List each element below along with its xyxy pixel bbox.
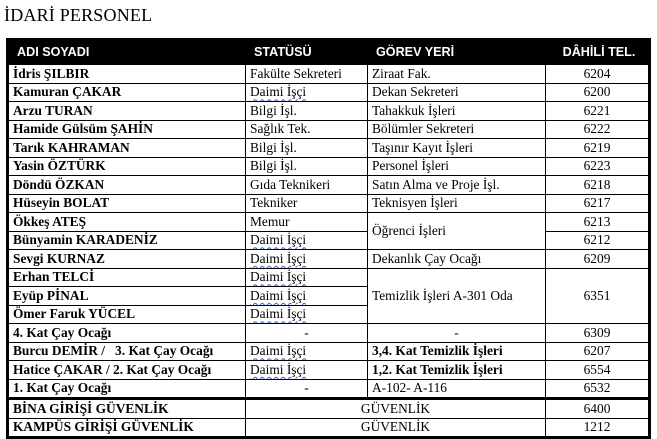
table-row xyxy=(8,250,650,269)
table-row xyxy=(8,65,650,84)
cell-extension: 6218 xyxy=(546,176,650,195)
cell-status xyxy=(246,268,368,287)
cell-name: Tarık KAHRAMAN xyxy=(8,139,246,158)
cell-role: Personel İşleri xyxy=(368,157,546,176)
header-status: STATÜSÜ xyxy=(246,39,368,65)
cell-status: Bilgi İşl. xyxy=(246,102,368,121)
status-text: Daimi İşçi xyxy=(250,343,307,359)
cell-role: Temizlik İşleri A-301 Oda xyxy=(368,268,546,324)
cell-extension: 1212 xyxy=(546,418,650,438)
cell-status: Memur xyxy=(246,213,368,232)
table-row xyxy=(8,418,650,438)
cell-extension: 6554 xyxy=(546,361,650,380)
cell-name: Arzu TURAN xyxy=(8,102,246,121)
table-row xyxy=(8,379,650,399)
status-text: Daimi İşçi xyxy=(250,84,307,100)
table-row xyxy=(8,399,650,419)
staff-directory-table xyxy=(6,38,651,439)
cell-status: Sağlık Tek. xyxy=(246,120,368,139)
cell-name: İdris ŞILBIR xyxy=(8,65,246,84)
cell-name: Bünyamin KARADENİZ xyxy=(8,231,246,250)
cell-extension: 6207 xyxy=(546,342,650,361)
cell-extension: 6212 xyxy=(546,231,650,250)
status-text: Daimi İşçi xyxy=(250,306,307,322)
table-row xyxy=(8,361,650,380)
cell-extension: 6400 xyxy=(546,399,650,419)
table-row xyxy=(8,342,650,361)
cell-role: 3,4. Kat Temizlik İşleri xyxy=(368,342,546,361)
cell-status xyxy=(246,83,368,102)
status-text: Daimi İşçi xyxy=(250,232,307,248)
cell-unit: GÜVENLİK xyxy=(246,418,546,438)
cell-role: 1,2. Kat Temizlik İşleri xyxy=(368,361,546,380)
cell-name: Sevgi KURNAZ xyxy=(8,250,246,269)
cell-role: Tahakkuk İşleri xyxy=(368,102,546,121)
table-row xyxy=(8,102,650,121)
table-row xyxy=(8,83,650,102)
cell-extension: 6351 xyxy=(546,268,650,324)
cell-extension: 6532 xyxy=(546,379,650,399)
cell-role: Bölümler Sekreteri xyxy=(368,120,546,139)
cell-unit: GÜVENLİK xyxy=(246,399,546,419)
table-row xyxy=(8,120,650,139)
table-row xyxy=(8,268,650,287)
table-row xyxy=(8,194,650,213)
cell-name: 1. Kat Çay Ocağı xyxy=(8,379,246,399)
cell-status: Fakülte Sekreteri xyxy=(246,65,368,84)
table-row xyxy=(8,157,650,176)
cell-role: Dekan Sekreteri xyxy=(368,83,546,102)
table-row xyxy=(8,139,650,158)
cell-name: Burcu DEMİR / 3. Kat Çay Ocağı xyxy=(8,342,246,361)
cell-status xyxy=(246,361,368,380)
cell-role: Taşınır Kayıt İşleri xyxy=(368,139,546,158)
status-text: Daimi İşçi xyxy=(250,250,307,266)
cell-role: Teknisyen İşleri xyxy=(368,194,546,213)
table-header-row xyxy=(8,39,650,65)
cell-name: BİNA GİRİŞİ GÜVENLİK xyxy=(8,399,246,419)
cell-extension: 6204 xyxy=(546,65,650,84)
cell-role: A-102- A-116 xyxy=(368,379,546,399)
cell-role: Satın Alma ve Proje İşl. xyxy=(368,176,546,195)
cell-name: Ömer Faruk YÜCEL xyxy=(8,305,246,324)
status-text: Daimi İşçi xyxy=(250,287,307,303)
cell-status xyxy=(246,287,368,306)
cell-status xyxy=(246,305,368,324)
cell-status: Bilgi İşl. xyxy=(246,157,368,176)
cell-name: 4. Kat Çay Ocağı xyxy=(8,324,246,343)
cell-status: Gıda Teknikeri xyxy=(246,176,368,195)
cell-extension: 6219 xyxy=(546,139,650,158)
status-text: Daimi İşçi xyxy=(250,269,307,285)
header-role: GÖREV YERİ xyxy=(368,39,546,65)
table-row xyxy=(8,176,650,195)
cell-extension: 6309 xyxy=(546,324,650,343)
cell-name: Hatice ÇAKAR / 2. Kat Çay Ocağı xyxy=(8,361,246,380)
cell-role: - xyxy=(368,324,546,343)
header-extension: DÂHİLİ TEL. xyxy=(546,39,650,65)
cell-extension: 6223 xyxy=(546,157,650,176)
cell-status xyxy=(246,250,368,269)
cell-name: Ökkeş ATEŞ xyxy=(8,213,246,232)
cell-extension: 6217 xyxy=(546,194,650,213)
cell-role: Dekanlık Çay Ocağı xyxy=(368,250,546,269)
cell-name: Kamuran ÇAKAR xyxy=(8,83,246,102)
cell-name: Hamide Gülsüm ŞAHİN xyxy=(8,120,246,139)
cell-status: Bilgi İşl. xyxy=(246,139,368,158)
cell-extension: 6209 xyxy=(546,250,650,269)
cell-name: Hüseyin BOLAT xyxy=(8,194,246,213)
table-row xyxy=(8,213,650,232)
cell-name: Erhan TELCİ xyxy=(8,268,246,287)
cell-extension: 6213 xyxy=(546,213,650,232)
cell-name: Eyüp PİNAL xyxy=(8,287,246,306)
cell-status: - xyxy=(246,379,368,399)
cell-role: Öğrenci İşleri xyxy=(368,213,546,250)
header-name: ADI SOYADI xyxy=(8,39,246,65)
cell-status xyxy=(246,342,368,361)
status-text: Daimi İşçi xyxy=(250,361,307,377)
cell-role: Ziraat Fak. xyxy=(368,65,546,84)
cell-extension: 6221 xyxy=(546,102,650,121)
page-title: İDARİ PERSONEL xyxy=(4,5,153,25)
cell-status: Tekniker xyxy=(246,194,368,213)
cell-name: KAMPÜS GİRİŞİ GÜVENLİK xyxy=(8,418,246,438)
cell-status xyxy=(246,231,368,250)
cell-status: - xyxy=(246,324,368,343)
cell-name: Yasin ÖZTÜRK xyxy=(8,157,246,176)
cell-extension: 6222 xyxy=(546,120,650,139)
cell-extension: 6200 xyxy=(546,83,650,102)
cell-name: Döndü ÖZKAN xyxy=(8,176,246,195)
table-row xyxy=(8,231,650,250)
table-row xyxy=(8,324,650,343)
